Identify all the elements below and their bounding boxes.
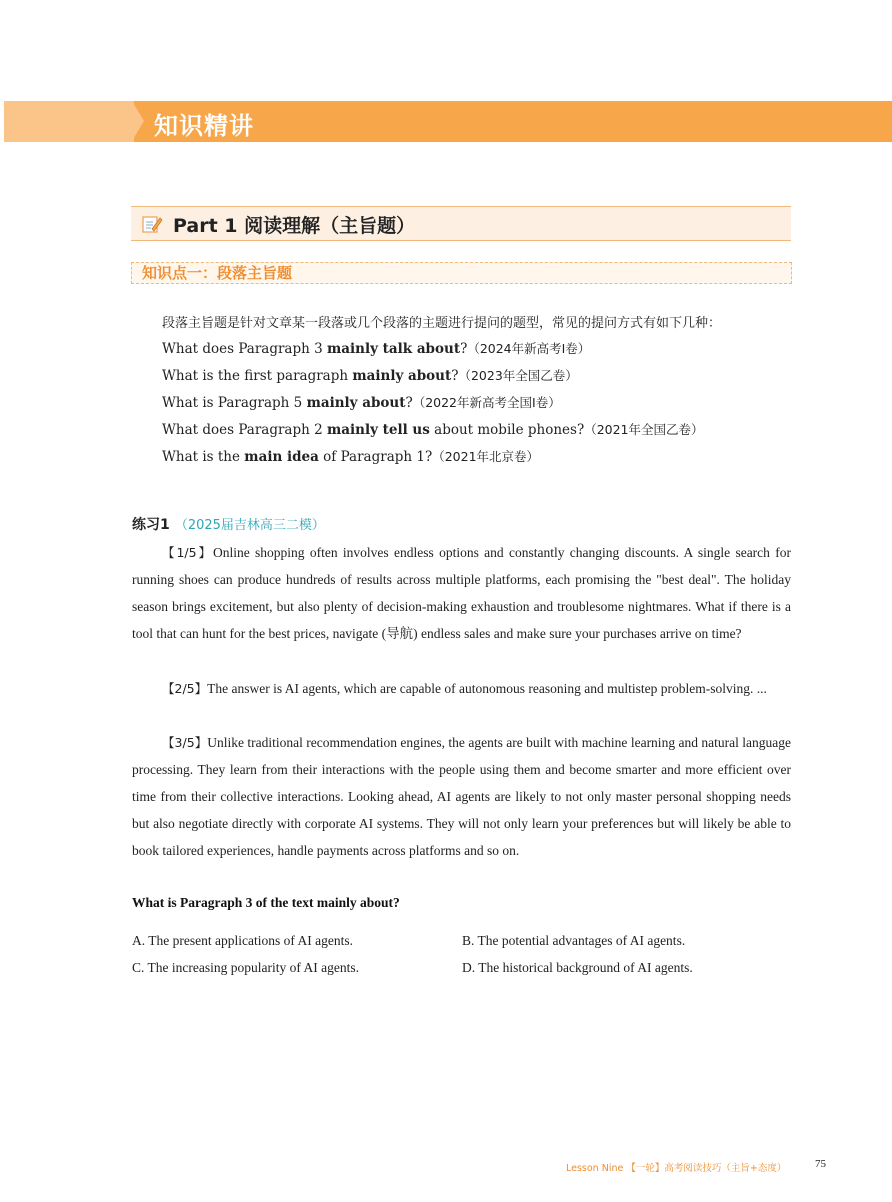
part-heading bbox=[131, 206, 791, 241]
list-item: What does Paragraph 3 mainly talk about?（2024年新高考I卷） bbox=[162, 341, 591, 357]
footer-running-title: Lesson Nine 【一轮】高考阅读技巧（主旨+态度） bbox=[566, 1163, 787, 1174]
option-d[interactable]: D. The historical background of AI agents. bbox=[462, 960, 693, 975]
list-item: What is the main idea of Paragraph 1?（2021年北京卷） bbox=[162, 449, 540, 465]
option-a[interactable]: A. The present applications of AI agents. bbox=[132, 933, 353, 948]
exercise-source: （2025届吉林高三二模） bbox=[174, 518, 325, 533]
option-c[interactable]: C. The increasing popularity of AI agents. bbox=[132, 960, 359, 975]
option-b[interactable]: B. The potential advantages of AI agents. bbox=[462, 933, 686, 948]
pencil-note-icon bbox=[141, 213, 163, 235]
knowledge-point-heading bbox=[131, 262, 792, 284]
passage-paragraph-1: 【1/5】Online shopping often involves endless options and constantly changing discounts. A single search for running shoes can produce hundreds of results across multiple platforms, each promising the "best deal". The holiday season brings excitement, but also plenty of decision-making exhaustion and troublesome nightmares. What if there is a tool that can hunt for the best prices, navigate (导航) endless sales and make sure your purchases arrive on time? bbox=[132, 545, 791, 641]
passage-paragraph-3: 【3/5】Unlike traditional recommendation engines, the agents are built with machine learning and natural language processing. They learn from their interactions with the people using them and become smarter and more efficient over time from their collective interactions. Looking ahead, AI agents are likely to not only master personal shopping needs but also negotiate directly with corporate AI systems. They will not only learn your preferences but will likely be able to book tailored experiences, handle payments across platforms and so on. bbox=[132, 735, 791, 858]
exercise-heading bbox=[132, 514, 325, 534]
question-stem: What is Paragraph 3 of the text mainly about? bbox=[132, 895, 400, 910]
exercise-label: 练习1 bbox=[132, 517, 170, 533]
knowledge-point-title: 知识点一：段落主旨题 bbox=[142, 264, 293, 282]
section-title: 知识精讲 bbox=[154, 112, 254, 140]
list-item: What is the first paragraph mainly about?（2023年全国乙卷） bbox=[162, 368, 578, 384]
question-forms-list bbox=[162, 339, 704, 474]
passage-paragraph-2: 【2/5】The answer is AI agents, which are capable of autonomous reasoning and multistep problem-solving. ... bbox=[162, 681, 767, 696]
list-item: What is Paragraph 5 mainly about?（2022年新高考全国I卷） bbox=[162, 395, 561, 411]
banner-arrow-notch bbox=[132, 101, 144, 141]
list-item: What does Paragraph 2 mainly tell us about mobile phones?（2021年全国乙卷） bbox=[162, 422, 704, 438]
intro-text: 段落主旨题是针对文章某一段落或几个段落的主题进行提问的题型，常见的提问方式有如下几种： bbox=[162, 316, 722, 331]
section-banner bbox=[4, 101, 892, 142]
page-number: 75 bbox=[815, 1158, 826, 1170]
part-title: Part 1 阅读理解（主旨题） bbox=[173, 215, 416, 237]
